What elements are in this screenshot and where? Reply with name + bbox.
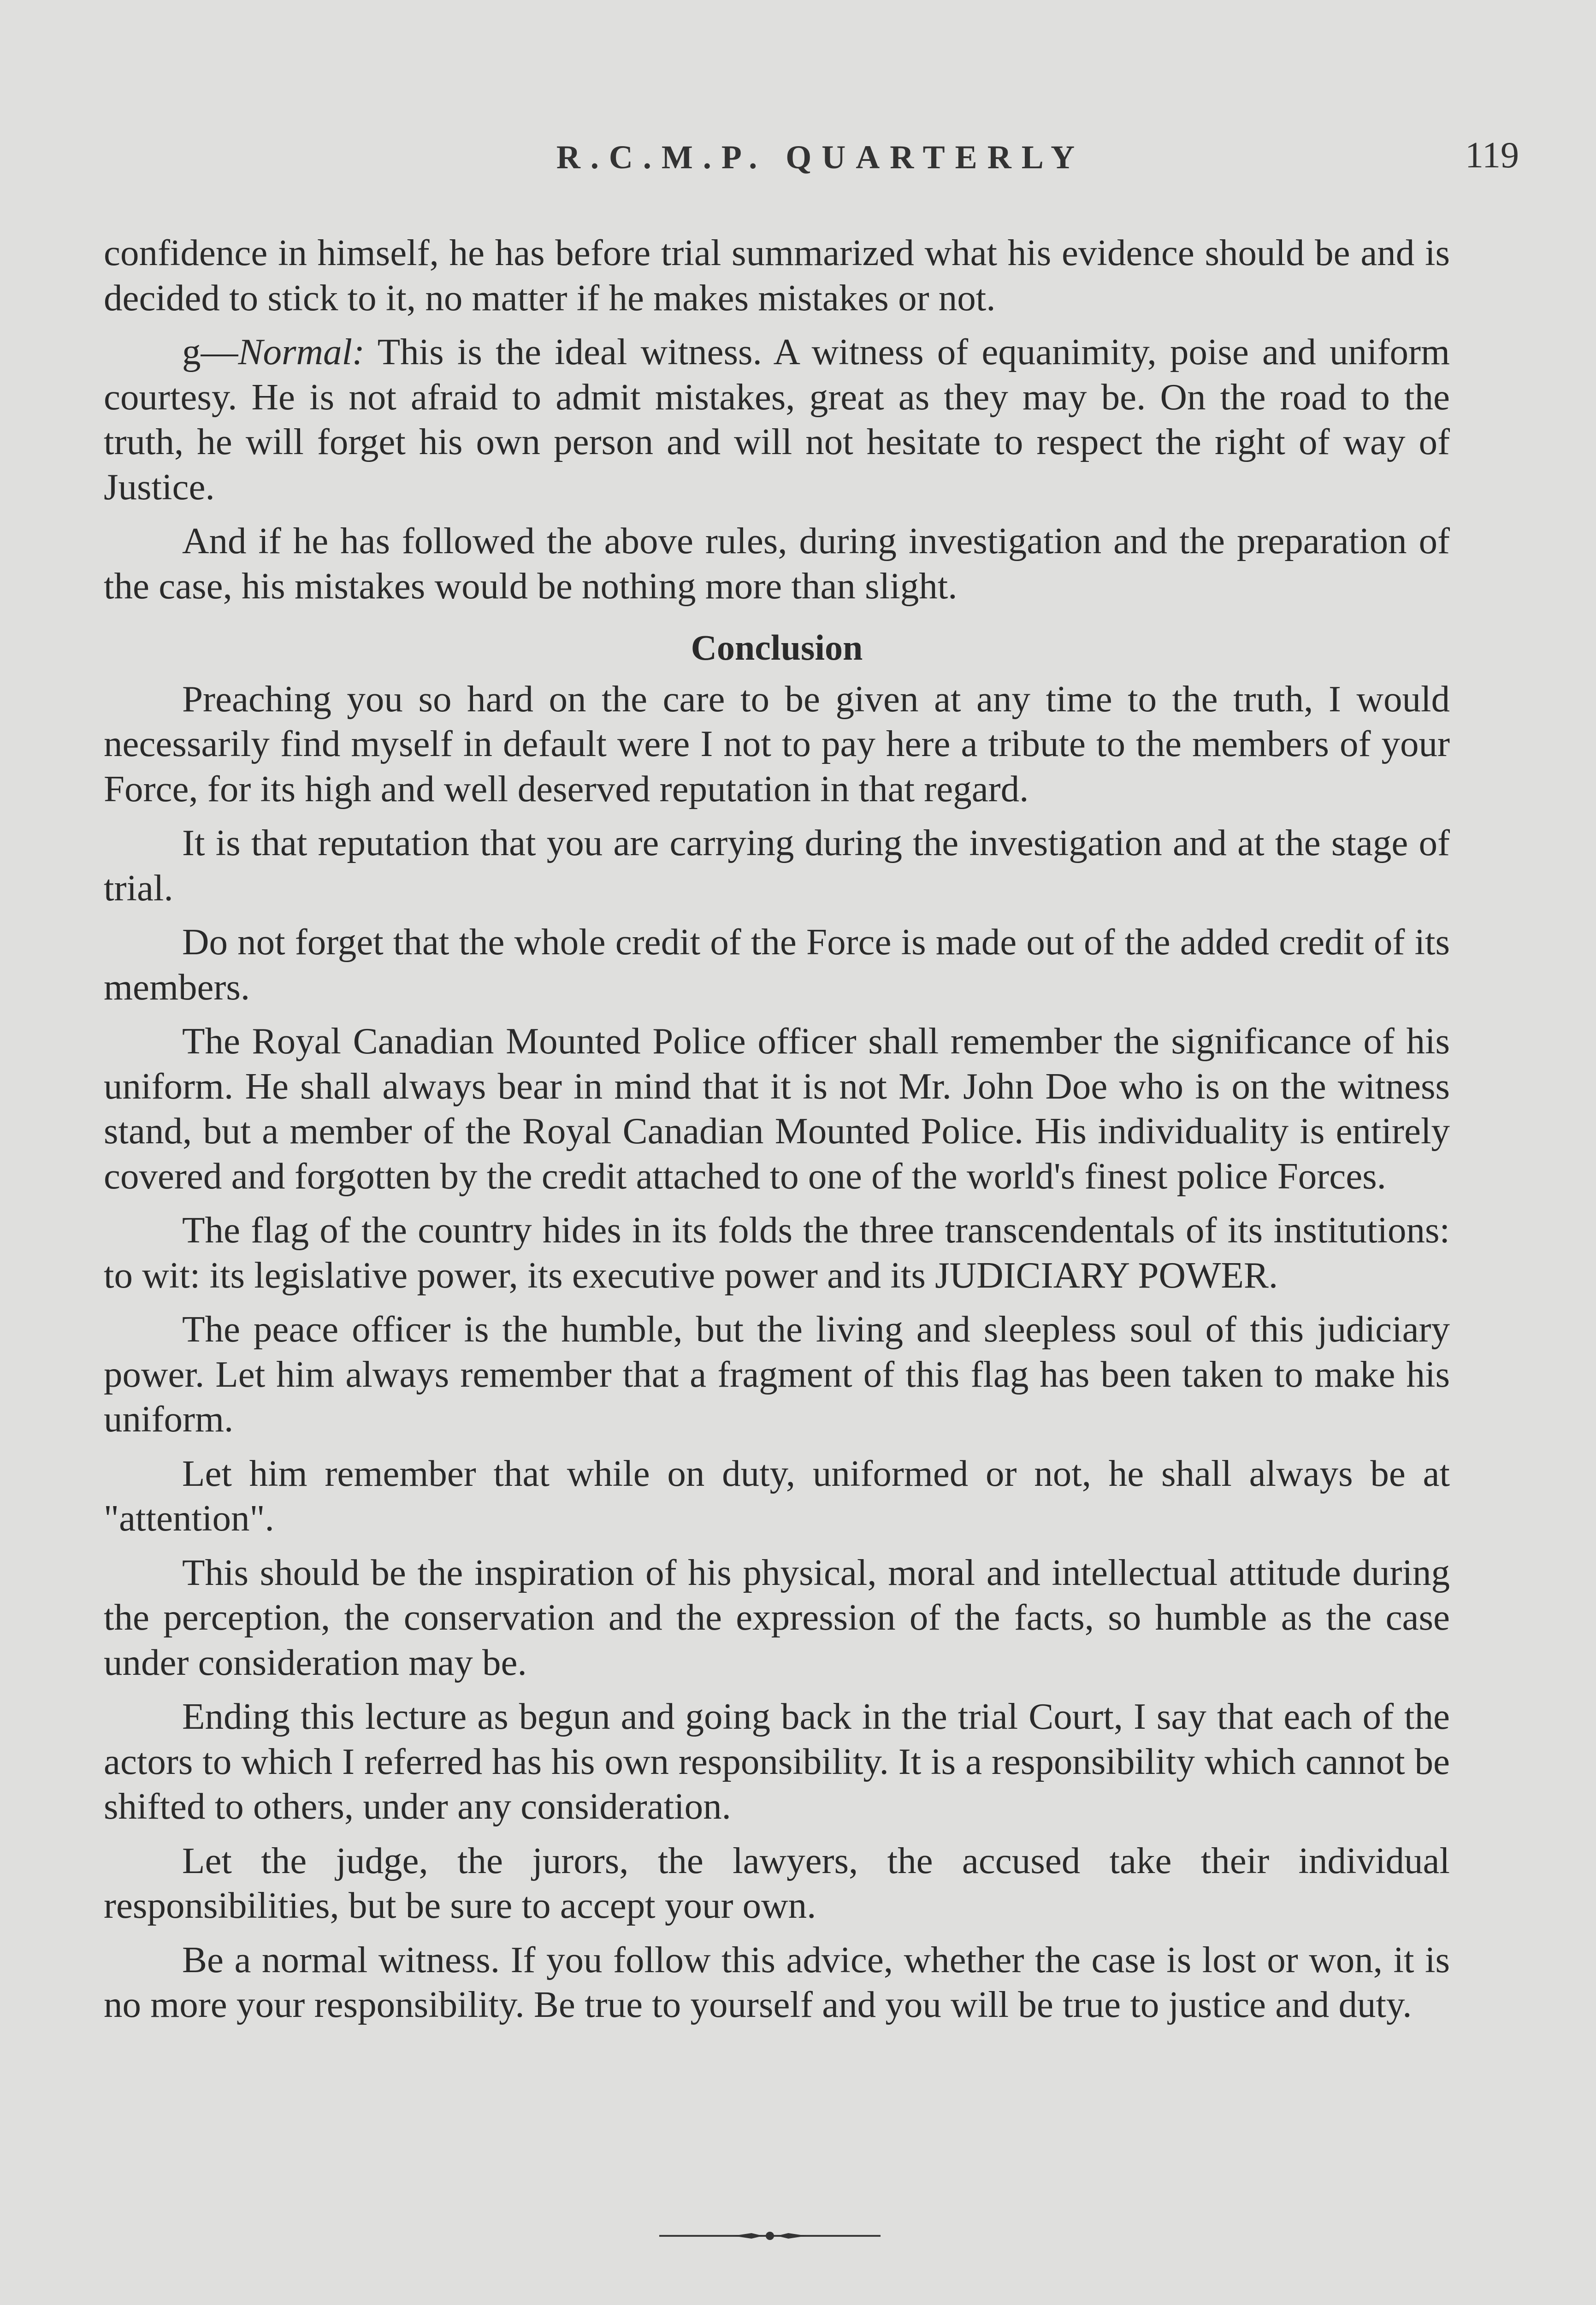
paragraph: Preaching you so hard on the care to be given at any time to the truth, I would necessarily find myself in default were I not to pay here a tribute to the members of your Force, for its high and well deserved reputation in that regard. [104,678,1450,810]
ornament-rule-icon [659,2229,881,2243]
paragraph: This should be the inspiration of his physical, moral and intellectual attitude during the perception, the conservation and the expression of the facts, so humble as the case under consideration may be. [104,1551,1450,1683]
page-number: 119 [1465,135,1519,176]
end-ornament [659,2229,881,2243]
paragraph-continuation: confidence in himself, he has before trial summarized what his evidence should be and is decided to stick to it, no matter if he makes mistakes or not. [104,232,1450,319]
paragraph: The peace officer is the humble, but the living and sleepless soul of this judiciary power. Let him always remember that a fragment of this flag has been taken to make his uniform. [104,1308,1450,1440]
paragraph: And if he has followed the above rules, during investigation and the preparation of the case, his mistakes would be nothing more than slight. [104,520,1450,607]
section-heading: Conclusion [691,627,863,668]
body-text [104,230,1450,2037]
paragraph: The flag of the country hides in its folds the three transcendentals of its institutions: to wit: its legislative power, its executive power and its JUDICIARY POWER. [104,1209,1450,1296]
list-term: Normal: [238,331,365,372]
paragraph: Let him remember that while on duty, uniformed or not, he shall always be at "attention". [104,1452,1450,1539]
list-text: This is the ideal witness. A witness of equanimity, poise and uniform courtesy. He is not afraid to admit mistakes, great as they may be. On the road to the truth, he will forget his own person and will not hesitate to respect the right of way of Justice. [104,331,1450,508]
paragraph: It is that reputation that you are carrying during the investigation and at the stage of trial. [104,822,1450,909]
paragraph: Do not forget that the whole credit of the Force is made out of the added credit of its members. [104,921,1450,1008]
list-letter: g— [182,331,238,372]
running-head [104,135,1519,189]
paragraph-normal-witness [104,330,1450,509]
journal-title: R.C.M.P. QUARTERLY [556,139,1085,176]
paragraph: Ending this lecture as begun and going back in the trial Court, I say that each of the actors to which I referred has his own responsibility. It is a responsibility which cannot be shifted to others, under any consideration. [104,1696,1450,1827]
paragraph: The Royal Canadian Mounted Police officer shall remember the significance of his uniform. He shall always bear in mind that it is not Mr. John Doe who is on the witness stand, but a member of the Royal Canadian Mounted Police. His individuality is entirely covered and forgotten by the credit attached to one of the world's finest police Forces. [104,1020,1450,1197]
paragraph: Let the judge, the jurors, the lawyers, the accused take their individual responsibilities, but be sure to accept your own. [104,1839,1450,1926]
paragraph: Be a normal witness. If you follow this advice, whether the case is lost or won, it is no more your responsibility. Be true to yourself and you will be true to justice and duty. [104,1939,1450,2025]
